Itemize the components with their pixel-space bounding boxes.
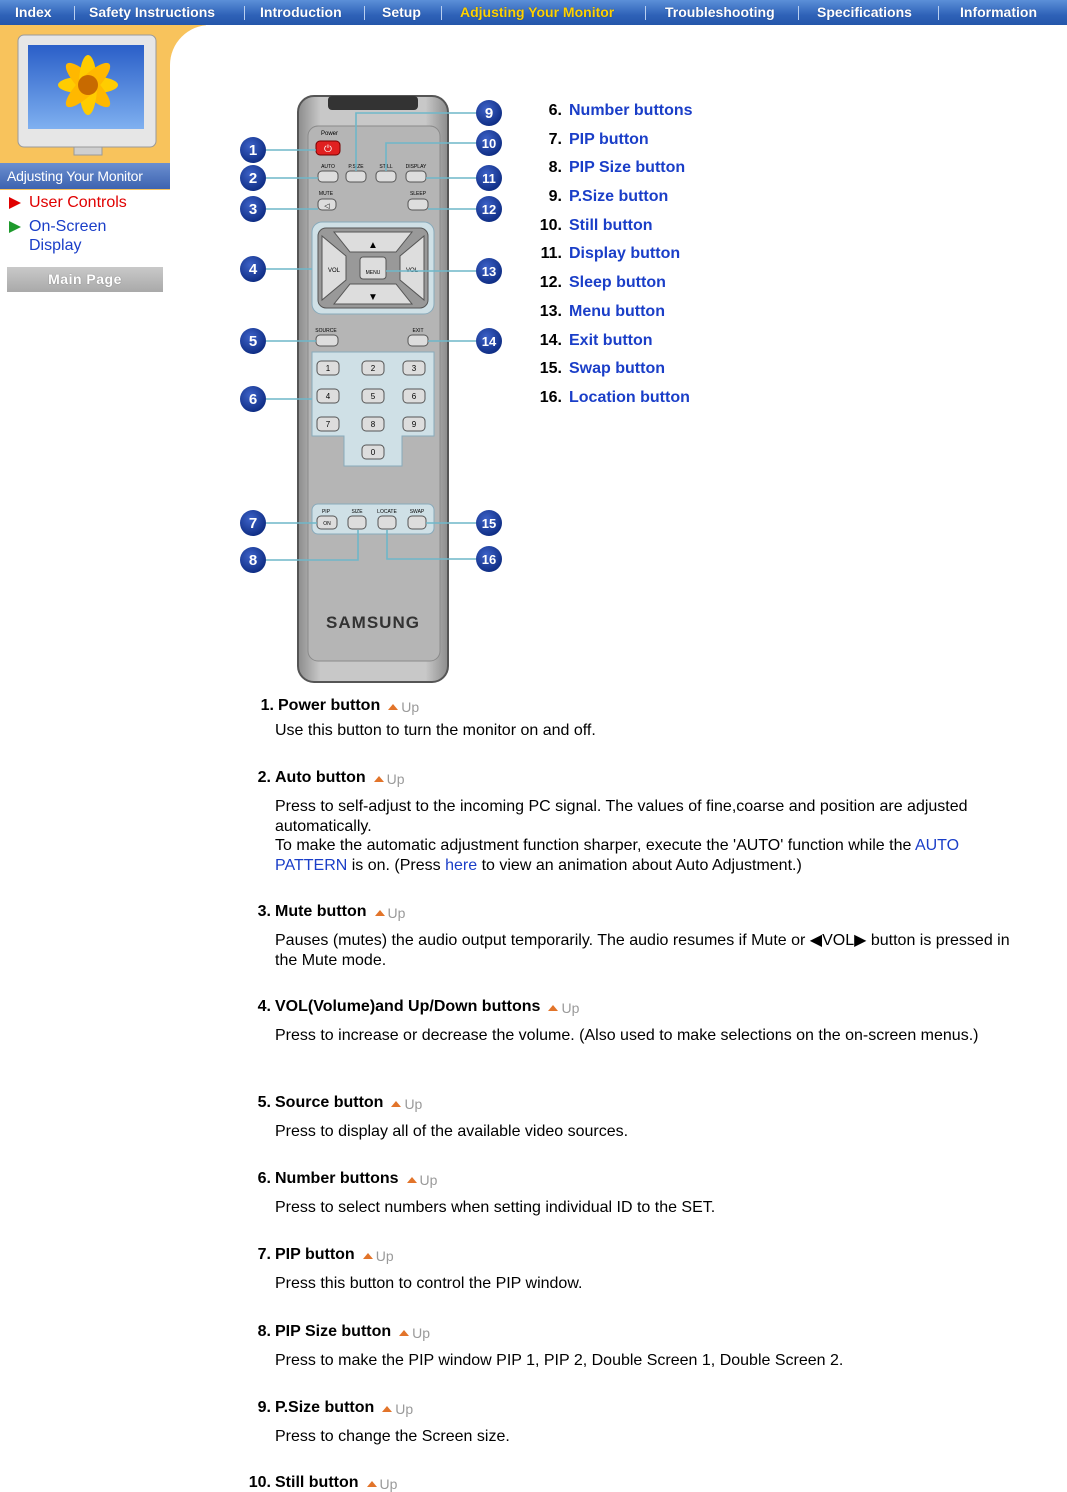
item-title: Mute button: [275, 903, 367, 920]
exit-button: [408, 335, 428, 346]
number-key-label: 2: [370, 364, 376, 373]
tab-separator: [74, 6, 75, 20]
item-number: 9.: [257, 1399, 271, 1416]
display-button: [406, 171, 426, 182]
callout-number: 4: [248, 261, 258, 278]
vol-text: VOL: [822, 932, 855, 949]
item-title: PIP button: [275, 1246, 355, 1263]
tab-separator: [244, 6, 245, 20]
auto-button: [318, 171, 338, 182]
tab-specifications[interactable]: Specifications: [817, 4, 912, 20]
swap-button: [408, 516, 426, 529]
sidebar-link-on-screen-display[interactable]: [9, 217, 119, 255]
index-number: 7.: [548, 130, 562, 148]
up-label: Up: [395, 1401, 414, 1417]
item-description: Use this button to turn the monitor on and off.: [275, 722, 596, 739]
power-label: Power: [321, 131, 339, 137]
sidebar-link-label: User Controls: [29, 194, 127, 211]
index-row: [528, 272, 693, 301]
arrow-right-icon: [9, 221, 21, 233]
index-link[interactable]: PIP button: [569, 130, 649, 148]
number-key-label: 0: [370, 448, 376, 457]
item-description: Press to select numbers when setting individual ID to the SET.: [275, 1199, 716, 1216]
number-key-label: 7: [325, 420, 331, 429]
item-title: Still button: [275, 1474, 359, 1491]
item-auto-button: [240, 769, 1040, 875]
source-button: [316, 335, 338, 346]
item-still-button: [240, 1474, 1040, 1492]
index-row: [528, 215, 693, 244]
item-psize-button: [240, 1399, 1040, 1447]
desc-text: button is pressed in the Mute mode.: [275, 932, 1010, 969]
down-arrow-icon: ▼: [368, 292, 378, 303]
item-title: Number buttons: [275, 1170, 399, 1187]
up-label: Up: [387, 905, 406, 921]
up-link[interactable]: [374, 771, 405, 787]
source-label: SOURCE: [315, 328, 337, 334]
index-number: 12.: [539, 274, 562, 292]
index-link[interactable]: PIP Size button: [569, 159, 686, 177]
main-page-button[interactable]: Main Page: [7, 267, 163, 292]
index-number: 9.: [548, 188, 562, 206]
item-number: 5.: [257, 1094, 271, 1111]
desc-text: To make the automatic adjustment function sharper, execute the 'AUTO' function while the: [275, 837, 915, 854]
pip-label: PIP: [321, 509, 331, 515]
desc-text: is on. (Press: [347, 856, 446, 874]
up-link[interactable]: [548, 1000, 579, 1016]
index-row: [528, 129, 693, 158]
callout-number: 3: [248, 201, 258, 218]
index-row: [528, 157, 693, 186]
menu-label: MENU: [365, 270, 381, 276]
item-description: Press this button to control the PIP window.: [275, 1275, 583, 1292]
index-link[interactable]: Still button: [569, 216, 653, 234]
display-label: DISPLAY: [405, 164, 427, 170]
locate-button: [378, 516, 396, 529]
up-arrow-icon: [407, 1177, 417, 1183]
tab-index[interactable]: Index: [15, 4, 52, 20]
item-number: 4.: [257, 998, 271, 1015]
remote-control-diagram: [236, 94, 508, 686]
item-title: Power button: [278, 697, 381, 714]
psize-button: [346, 171, 366, 182]
item-description: [275, 931, 1035, 970]
tab-adjusting-your-monitor[interactable]: Adjusting Your Monitor: [460, 4, 615, 20]
index-number: 16.: [539, 388, 562, 406]
psize-label: P.SIZE: [348, 164, 364, 170]
number-key-label: 6: [411, 392, 417, 401]
index-row: [528, 358, 693, 387]
up-label: Up: [401, 699, 420, 715]
item-description: [275, 797, 1035, 875]
top-navigation: [0, 0, 1067, 25]
tab-separator: [441, 6, 442, 20]
item-title: P.Size button: [275, 1399, 375, 1416]
item-source-button: [240, 1094, 1040, 1142]
index-link[interactable]: Display button: [569, 245, 681, 263]
auto-label: AUTO: [321, 164, 335, 170]
auto-pattern-link[interactable]: AUTO PATTERN: [275, 837, 960, 874]
desc-text: Press to self-adjust to the incoming PC signal. The values of fine,coarse and position are adjusted automatically.: [275, 798, 968, 835]
index-link[interactable]: Number buttons: [569, 102, 693, 119]
index-row: [528, 100, 693, 129]
callout-number: 13: [481, 264, 497, 279]
remote-ir-window: [328, 96, 418, 110]
item-number: 8.: [257, 1323, 271, 1340]
up-arrow-icon: [363, 1253, 373, 1259]
tab-setup[interactable]: Setup: [382, 4, 421, 20]
vol-left-label: VOL: [328, 268, 341, 274]
number-key-label: 8: [370, 420, 376, 429]
triangle-right-icon: ▶: [854, 932, 867, 949]
index-link[interactable]: Menu button: [569, 302, 665, 320]
item-number: 2.: [257, 769, 271, 786]
tab-separator: [364, 6, 365, 20]
size-label: SIZE: [351, 509, 363, 515]
item-vol-buttons: [240, 998, 1040, 1046]
sidebar-curve: [170, 25, 230, 195]
index-link[interactable]: Location button: [569, 388, 690, 406]
callout-number: 8: [248, 552, 258, 569]
index-number: 14.: [539, 331, 562, 349]
up-arrow-icon: [367, 1481, 377, 1487]
callout-number: 12: [481, 202, 497, 217]
item-description: Press to display all of the available video sources.: [275, 1123, 629, 1140]
callout-number: 6: [248, 391, 258, 408]
up-link[interactable]: [367, 1476, 398, 1492]
index-number: 13.: [539, 302, 562, 320]
index-number: 11.: [540, 245, 562, 263]
item-number: 6.: [257, 1170, 271, 1187]
index-row: [528, 186, 693, 215]
here-link[interactable]: here: [445, 856, 478, 874]
item-description: Press to change the Screen size.: [275, 1428, 510, 1445]
index-row: [528, 387, 693, 416]
up-arrow-icon: [399, 1330, 409, 1336]
item-title: Source button: [275, 1094, 384, 1111]
up-link[interactable]: [388, 699, 419, 715]
item-pip-button: [240, 1246, 1040, 1294]
up-label: Up: [412, 1325, 431, 1341]
exit-label: EXIT: [412, 328, 424, 334]
item-description: Press to increase or decrease the volume. (Also used to make selections on the on-screen menus.): [275, 1027, 979, 1044]
callout-number: 16: [481, 552, 497, 567]
sleep-button: [408, 199, 428, 210]
desc-text: Pauses (mutes) the audio output temporarily. The audio resumes if Mute or: [275, 932, 810, 949]
sidebar-section-title: Adjusting Your Monitor: [0, 163, 170, 189]
index-number: 6.: [548, 102, 562, 119]
item-description: Press to make the PIP window PIP 1, PIP 2, Double Screen 1, Double Screen 2.: [275, 1352, 844, 1369]
speaker-icon: ◁: [324, 203, 330, 210]
brand-logo: SAMSUNG: [326, 613, 420, 632]
tab-introduction[interactable]: Introduction: [260, 4, 342, 20]
tab-separator: [798, 6, 799, 20]
up-label: Up: [375, 1248, 394, 1264]
swap-label: SWAP: [409, 509, 425, 515]
index-number: 10.: [539, 216, 562, 234]
arrow-right-icon: [9, 197, 21, 209]
vol-right-label: VOL: [406, 268, 419, 274]
index-row: [528, 301, 693, 330]
item-mute-button: [240, 903, 1040, 970]
callout-number: 5: [248, 333, 258, 350]
up-arrow-icon: [374, 776, 384, 782]
item-number: 1.: [260, 697, 274, 714]
button-index-list: [528, 100, 693, 416]
up-label: Up: [379, 1476, 398, 1492]
index-link[interactable]: Swap button: [569, 360, 665, 378]
tab-separator: [645, 6, 646, 20]
up-link[interactable]: [375, 905, 406, 921]
power-icon: ⏻: [324, 144, 332, 155]
up-link[interactable]: [399, 1325, 430, 1341]
index-number: 8.: [548, 159, 562, 177]
tab-troubleshooting[interactable]: Troubleshooting: [665, 4, 775, 20]
still-button: [376, 171, 396, 182]
item-pip-size-button: [240, 1323, 1040, 1371]
callout-number: 14: [481, 334, 497, 349]
item-title: PIP Size button: [275, 1323, 392, 1340]
callout-number: 15: [481, 516, 497, 531]
item-number: 3.: [257, 903, 271, 920]
index-link[interactable]: Exit button: [569, 331, 653, 349]
item-number: 10.: [248, 1474, 271, 1491]
mute-label: MUTE: [318, 191, 334, 197]
index-link[interactable]: Sleep button: [569, 274, 666, 292]
up-label: Up: [419, 1172, 438, 1188]
triangle-left-icon: ◀: [809, 932, 823, 949]
sidebar-link-label: On-Screen Display: [29, 218, 107, 254]
still-label: STILL: [379, 164, 393, 170]
index-row: [528, 330, 693, 359]
up-arrow-icon: [382, 1406, 392, 1412]
locate-label: LOCATE: [377, 509, 397, 515]
item-number-buttons: [240, 1170, 1040, 1218]
number-key-label: 3: [411, 364, 417, 373]
callout-number: 9: [484, 105, 494, 122]
up-label: Up: [404, 1096, 423, 1112]
item-power-button: [240, 697, 1040, 741]
size-button: [348, 516, 366, 529]
tab-safety-instructions[interactable]: Safety Instructions: [89, 4, 216, 20]
up-arrow-icon: ▲: [368, 240, 378, 251]
up-label: Up: [386, 771, 405, 787]
callout-number: 10: [481, 136, 497, 151]
pip-on-label: ON: [323, 521, 331, 527]
callout-number: 2: [248, 170, 258, 187]
number-key-label: 1: [325, 364, 331, 373]
callout-number: 11: [482, 171, 496, 186]
tab-information[interactable]: Information: [960, 4, 1037, 20]
sleep-label: SLEEP: [409, 191, 427, 197]
monitor-illustration: [14, 33, 162, 159]
index-number: 15.: [539, 360, 562, 378]
index-row: [528, 243, 693, 272]
item-title: Auto button: [275, 769, 366, 786]
number-key-label: 5: [370, 392, 376, 401]
up-link[interactable]: [391, 1096, 422, 1112]
callout-number: 7: [248, 515, 258, 532]
up-arrow-icon: [548, 1005, 558, 1011]
up-link[interactable]: [382, 1401, 413, 1417]
callout-number: 1: [248, 142, 258, 159]
number-key-label: 9: [411, 420, 417, 429]
index-link[interactable]: P.Size button: [569, 188, 669, 206]
item-title: VOL(Volume)and Up/Down buttons: [275, 998, 541, 1015]
up-label: Up: [561, 1000, 580, 1016]
desc-text: to view an animation about Auto Adjustment.): [477, 856, 802, 874]
tab-separator: [938, 6, 939, 20]
up-arrow-icon: [375, 910, 385, 916]
up-arrow-icon: [388, 704, 398, 710]
up-link[interactable]: [363, 1248, 394, 1264]
sidebar-link-user-controls[interactable]: [9, 193, 127, 212]
item-number: 7.: [257, 1246, 271, 1263]
number-key-label: 4: [325, 392, 331, 401]
up-arrow-icon: [391, 1101, 401, 1107]
up-link[interactable]: [407, 1172, 438, 1188]
